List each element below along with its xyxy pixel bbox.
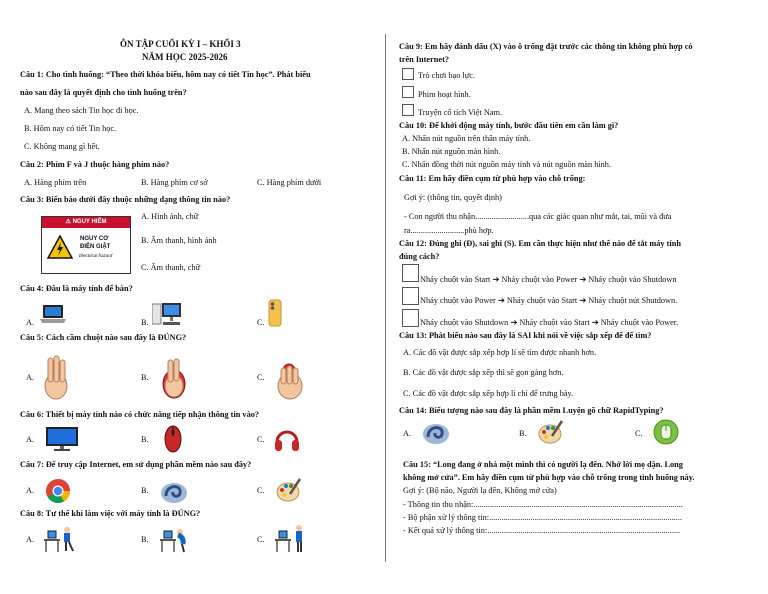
q12-option-2: Nháy chuột vào Power ➔ Nháy chuột vào Start ➔ Nháy chuột nút Shutdown. bbox=[420, 296, 678, 305]
q1-title-cont: nào sau đây là quyết định cho tình huống trên? bbox=[20, 88, 187, 97]
q12-title: Câu 12: Đúng ghi (Đ), sai ghi (S). Em cần thực hiện như thế nào để tắt máy tính bbox=[399, 239, 681, 248]
q2-option-c: C. Hàng phím dưới bbox=[257, 178, 322, 187]
q1-option-b: B. Hôm nay có tiết Tin học. bbox=[24, 124, 117, 133]
smartphone-icon bbox=[268, 299, 282, 327]
q2-option-b: B. Hàng phím cơ sở bbox=[141, 178, 208, 187]
q9-option-1: Trò chơi bạo lực. bbox=[418, 71, 475, 80]
q15-title-cont: không mở cửa”. Em hãy điền cụm từ phù hợp vào chỗ trống trong tình huống này. bbox=[403, 473, 695, 482]
desktop-computer-icon bbox=[152, 302, 182, 326]
q4-label-a: A. bbox=[26, 318, 35, 327]
q15-line-1: - Thông tin thu nhận:..................................................................................................... bbox=[403, 500, 683, 509]
q12-option-1: Nháy chuột vào Start ➔ Nháy chuột vào Power ➔ Nháy chuột vào Shutdown bbox=[420, 275, 677, 284]
q15-hint: Gợi ý: (Bộ não, Người lạ đến, Không mở cửa) bbox=[403, 486, 557, 495]
q8-label-b: B. bbox=[141, 535, 149, 544]
q13-option-b: B. Các đồ vật được sắp xếp thì sẽ gọn gàng hơn. bbox=[403, 368, 564, 377]
swirl-app-icon bbox=[422, 419, 450, 445]
q8-label-c: C. bbox=[257, 535, 265, 544]
q14-label-c: C. bbox=[635, 429, 643, 438]
column-divider bbox=[385, 34, 386, 562]
sitting-posture-icon bbox=[42, 525, 76, 553]
q12-answer-box-1[interactable] bbox=[402, 264, 419, 282]
q4-title: Câu 4: Đâu là máy tính để bàn? bbox=[20, 284, 133, 293]
q7-label-b: B. bbox=[141, 486, 149, 495]
q6-label-b: B. bbox=[141, 435, 149, 444]
q1-option-c: C. Không mang gì hết. bbox=[24, 142, 100, 151]
q11-line-1: - Con người thu nhận..........................qua các giác quan như mắt, tai, mũi và đưa bbox=[404, 212, 672, 221]
q13-title: Câu 13: Phát biểu nào sau đây là SAI khi nói về việc sắp xếp để để tìm? bbox=[399, 331, 652, 340]
q9-option-3: Truyện cổ tích Việt Nam. bbox=[418, 108, 503, 117]
q12-answer-box-3[interactable] bbox=[402, 309, 419, 327]
q10-title: Câu 10: Để khởi động máy tính, bước đầu tiên em cần làm gì? bbox=[399, 121, 619, 130]
q8-title: Câu 8: Tư thế khi làm việc với máy tính là ĐÚNG? bbox=[20, 509, 201, 518]
q9-checkbox-2[interactable] bbox=[402, 86, 414, 98]
q3-title: Câu 3: Biển báo dưới đây thuộc những dạng thông tin nào? bbox=[20, 195, 231, 204]
lightning-warning-icon bbox=[47, 235, 73, 259]
sign-header-text: NGUY HIỂM bbox=[72, 219, 107, 225]
swirl-app-icon bbox=[160, 478, 188, 504]
q2-title: Câu 2: Phím F và J thuộc hàng phím nào? bbox=[20, 160, 170, 169]
q7-label-c: C. bbox=[257, 486, 265, 495]
q7-label-a: A. bbox=[26, 486, 35, 495]
q9-option-2: Phim hoạt hình. bbox=[418, 90, 471, 99]
title-line-1: ÔN TẬP CUỐI KỲ I – KHỐI 3 bbox=[120, 39, 241, 49]
paint-palette-icon bbox=[276, 478, 302, 502]
q10-option-c: C. Nhấn đồng thời nút nguồn máy tính và nút nguồn màn hình. bbox=[402, 160, 612, 169]
q1-option-a: A. Mang theo sách Tin học đi học. bbox=[24, 106, 139, 115]
headphones-icon bbox=[274, 427, 300, 453]
q15-line-2: - Bộ phận xử lý thông tin:............................................................................................. bbox=[403, 513, 682, 522]
chrome-browser-icon bbox=[45, 478, 71, 504]
q12-title-cont: đúng cách? bbox=[399, 252, 440, 261]
q10-option-a: A. Nhấn nút nguồn trên thân máy tính. bbox=[402, 134, 531, 143]
q14-title: Câu 14: Biểu tượng nào sau đây là phần mềm Luyện gõ chữ RapidTyping? bbox=[399, 406, 664, 415]
sitting-posture-icon bbox=[158, 525, 192, 553]
electrical-hazard-sign bbox=[41, 216, 131, 274]
warning-icon: ⚠ bbox=[65, 219, 73, 225]
q4-label-b: B. bbox=[141, 318, 149, 327]
q9-title-cont: trên Internet? bbox=[399, 55, 449, 64]
monitor-icon bbox=[45, 426, 79, 452]
q14-label-b: B. bbox=[519, 429, 527, 438]
q10-option-b: B. Nhấn nút nguồn màn hình. bbox=[402, 147, 501, 156]
mouse-icon bbox=[164, 425, 182, 453]
q13-option-c: C. Các đồ vật được sắp xếp hợp lí chỉ để trưng bày. bbox=[403, 389, 574, 398]
laptop-icon bbox=[40, 304, 66, 324]
q3-option-a: A. Hình ảnh, chữ bbox=[141, 212, 199, 221]
hand-on-mouse-icon bbox=[276, 354, 304, 400]
q15-title: Câu 15: “Long đang ở nhà một mình thì có người lạ đến. Nhớ lời mẹ dặn. Long bbox=[403, 460, 683, 469]
q6-label-c: C. bbox=[257, 435, 265, 444]
rapidtyping-app-icon bbox=[653, 419, 679, 445]
sign-line-3: Electrical hazard bbox=[79, 253, 113, 258]
q11-line-2: ra..........................phù hợp. bbox=[404, 226, 494, 235]
q7-title: Câu 7: Để truy cập Internet, em sử dụng phần mềm nào sau đây? bbox=[20, 460, 252, 469]
sitting-posture-icon bbox=[273, 525, 307, 553]
q15-line-3: - Kết quả xử lý thông tin:............................................................................................. bbox=[403, 526, 681, 535]
q3-option-b: B. Âm thanh, hình ảnh bbox=[141, 236, 217, 245]
q9-title: Câu 9: Em hãy đánh dấu (X) vào ô trống đặt trước các thông tin không phù hợp có bbox=[399, 42, 693, 51]
q11-title: Câu 11: Em hãy điền cụm từ phù hợp vào chỗ trống: bbox=[399, 174, 586, 183]
q9-checkbox-1[interactable] bbox=[402, 68, 414, 80]
q3-option-c: C. Âm thanh, chữ bbox=[141, 263, 201, 272]
q8-label-a: A. bbox=[26, 535, 35, 544]
q11-hint: Gợi ý: (thông tin, quyết định) bbox=[404, 193, 502, 202]
title-line-2: NĂM HỌC 2025-2026 bbox=[142, 52, 228, 62]
hand-on-mouse-icon bbox=[42, 354, 70, 400]
sign-header bbox=[42, 217, 130, 228]
sign-line-1: NGUY CƠ bbox=[80, 236, 109, 242]
q13-option-a: A. Các đồ vật được sắp xếp hợp lí sẽ tìm được nhanh hơn. bbox=[403, 348, 597, 357]
q4-label-c: C. bbox=[257, 318, 265, 327]
q5-label-c: C. bbox=[257, 373, 265, 382]
q6-title: Câu 6: Thiết bị máy tính nào có chức năng tiếp nhận thông tin vào? bbox=[20, 410, 260, 419]
q5-label-a: A. bbox=[26, 373, 35, 382]
q1-title: Câu 1: Cho tình huống: “Theo thời khóa biểu, hôm nay có tiết Tin học”. Phát biểu bbox=[20, 70, 311, 79]
hand-on-mouse-icon bbox=[160, 354, 188, 400]
q5-label-b: B. bbox=[141, 373, 149, 382]
sign-line-2: ĐIỆN GIẬT bbox=[80, 244, 111, 250]
paint-palette-icon bbox=[538, 420, 564, 444]
q14-label-a: A. bbox=[403, 429, 412, 438]
q12-option-3: Nháy chuột vào Shutdown ➔ Nháy chuột vào Start ➔ Nháy chuột vào Power. bbox=[420, 318, 679, 327]
q5-title: Câu 5: Cách cầm chuột nào sau đây là ĐÚNG? bbox=[20, 333, 187, 342]
q9-checkbox-3[interactable] bbox=[402, 104, 414, 116]
q6-label-a: A. bbox=[26, 435, 35, 444]
q12-answer-box-2[interactable] bbox=[402, 287, 419, 305]
q2-option-a: A. Hàng phím trên bbox=[24, 178, 87, 187]
